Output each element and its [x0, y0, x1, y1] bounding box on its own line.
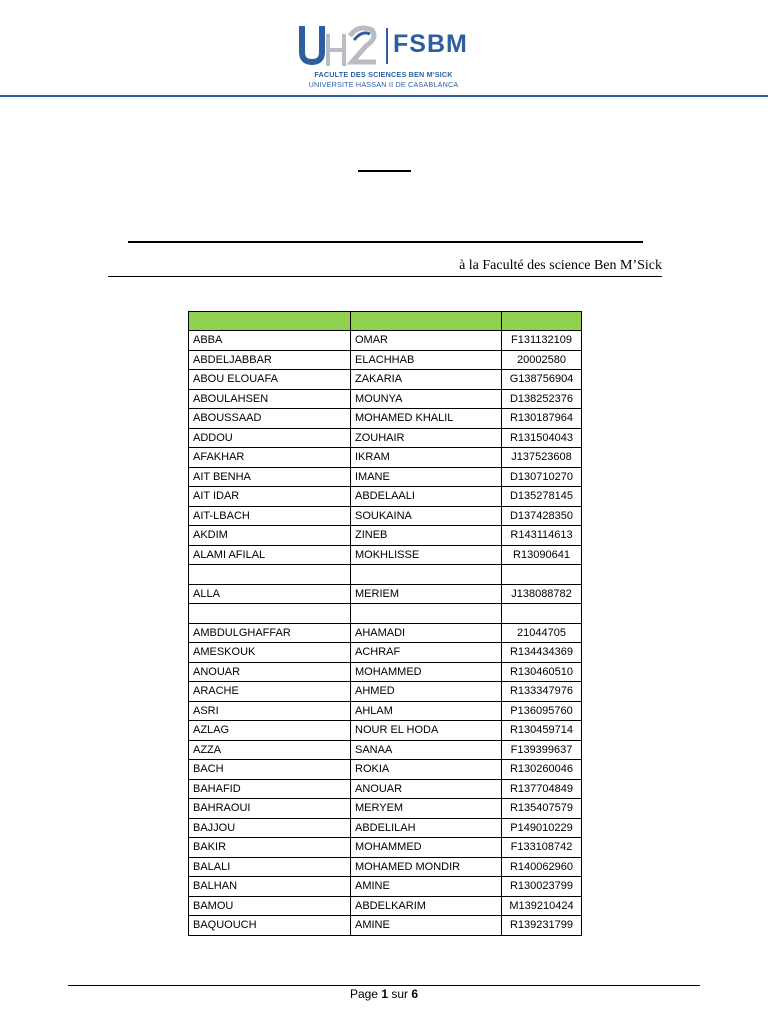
- cell-firstname: MOHAMED MONDIR: [351, 857, 502, 877]
- cell-lastname: AIT-LBACH: [189, 506, 351, 526]
- cell-lastname: AMBDULGHAFFAR: [189, 623, 351, 643]
- cell-lastname: BAQUOUCH: [189, 916, 351, 936]
- cell-lastname: BALALI: [189, 857, 351, 877]
- page-footer: [0, 987, 768, 1001]
- cell-firstname: SOUKAINA: [351, 506, 502, 526]
- cell-firstname: ANOUAR: [351, 779, 502, 799]
- cell-id: F133108742: [502, 838, 582, 858]
- table-row: [189, 467, 582, 487]
- cell-id: R139231799: [502, 916, 582, 936]
- total-pages: 6: [411, 987, 419, 1001]
- table-row: [189, 916, 582, 936]
- table-row: [189, 701, 582, 721]
- cell-firstname: ABDELAALI: [351, 487, 502, 507]
- cell-lastname: ASRI: [189, 701, 351, 721]
- students-table: [188, 311, 582, 936]
- cell-id: R13090641: [502, 545, 582, 565]
- table-row: [189, 331, 582, 351]
- table-row: [189, 740, 582, 760]
- cell-firstname: NOUR EL HODA: [351, 721, 502, 741]
- cell-id: D135278145: [502, 487, 582, 507]
- cell-lastname: ABOU ELOUAFA: [189, 370, 351, 390]
- cell-lastname: ARACHE: [189, 682, 351, 702]
- cell-firstname: OMAR: [351, 331, 502, 351]
- cell-firstname: IKRAM: [351, 448, 502, 468]
- cell-firstname: ROKIA: [351, 760, 502, 780]
- cell-lastname: BACH: [189, 760, 351, 780]
- cell-lastname: [189, 604, 351, 624]
- table-row: [189, 428, 582, 448]
- cell-lastname: ABDELJABBAR: [189, 350, 351, 370]
- table-row: [189, 584, 582, 604]
- subtitle-underline: [108, 276, 662, 277]
- cell-firstname: [351, 565, 502, 585]
- table-row: [189, 799, 582, 819]
- cell-lastname: AIT BENHA: [189, 467, 351, 487]
- cell-id: R130460510: [502, 662, 582, 682]
- table-row: [189, 877, 582, 897]
- table-row: [189, 545, 582, 565]
- cell-id: R130187964: [502, 409, 582, 429]
- cell-firstname: AMINE: [351, 877, 502, 897]
- cell-firstname: [351, 604, 502, 624]
- footer-divider: [68, 985, 700, 986]
- faculty-name: FACULTE DES SCIENCES BEN M'SICK: [314, 70, 453, 79]
- cell-id: D130710270: [502, 467, 582, 487]
- cell-id: G138756904: [502, 370, 582, 390]
- table-row: [189, 409, 582, 429]
- table-row: [189, 604, 582, 624]
- table-row: [189, 389, 582, 409]
- cell-firstname: MOKHLISSE: [351, 545, 502, 565]
- cell-lastname: ABOUSSAAD: [189, 409, 351, 429]
- heading-underline: [128, 241, 643, 243]
- university-logo: [296, 22, 476, 94]
- cell-id: J137523608: [502, 448, 582, 468]
- cell-lastname: AKDIM: [189, 526, 351, 546]
- cell-firstname: IMANE: [351, 467, 502, 487]
- cell-lastname: BAJJOU: [189, 818, 351, 838]
- cell-lastname: BAHRAOUI: [189, 799, 351, 819]
- cell-id: M139210424: [502, 896, 582, 916]
- cell-id: R131504043: [502, 428, 582, 448]
- cell-firstname: MOHAMMED: [351, 662, 502, 682]
- table-row: [189, 857, 582, 877]
- page-word: Page: [349, 987, 378, 1001]
- table-row: [189, 623, 582, 643]
- university-name: UNIVERSITE HASSAN II DE CASABLANCA: [308, 80, 459, 89]
- cell-lastname: BAMOU: [189, 896, 351, 916]
- document-subtitle: à la Faculté des science Ben M’Sick: [459, 258, 662, 273]
- cell-firstname: ELACHHAB: [351, 350, 502, 370]
- cell-lastname: ADDOU: [189, 428, 351, 448]
- table-row: [189, 350, 582, 370]
- cell-firstname: MOUNYA: [351, 389, 502, 409]
- table-row: [189, 370, 582, 390]
- cell-id: 21044705: [502, 623, 582, 643]
- table-row: [189, 896, 582, 916]
- cell-lastname: BAHAFID: [189, 779, 351, 799]
- column-header-firstname: [351, 312, 502, 331]
- cell-lastname: ABOULAHSEN: [189, 389, 351, 409]
- cell-id: P149010229: [502, 818, 582, 838]
- cell-id: R133347976: [502, 682, 582, 702]
- header-divider: [0, 95, 768, 97]
- table-row: [189, 662, 582, 682]
- cell-firstname: MERYEM: [351, 799, 502, 819]
- table-row: [189, 448, 582, 468]
- cell-firstname: MOHAMED KHALIL: [351, 409, 502, 429]
- cell-id: R140062960: [502, 857, 582, 877]
- cell-lastname: AIT IDAR: [189, 487, 351, 507]
- cell-lastname: AFAKHAR: [189, 448, 351, 468]
- cell-firstname: AHAMADI: [351, 623, 502, 643]
- cell-lastname: BAKIR: [189, 838, 351, 858]
- cell-lastname: ALLA: [189, 584, 351, 604]
- table-row: [189, 565, 582, 585]
- cell-lastname: AMESKOUK: [189, 643, 351, 663]
- cell-firstname: SANAA: [351, 740, 502, 760]
- table-row: [189, 818, 582, 838]
- cell-id: F131132109: [502, 331, 582, 351]
- table-row: [189, 721, 582, 741]
- cell-lastname: BALHAN: [189, 877, 351, 897]
- table-row: [189, 506, 582, 526]
- table-row: [189, 779, 582, 799]
- table-row: [189, 643, 582, 663]
- cell-firstname: AMINE: [351, 916, 502, 936]
- cell-lastname: ABBA: [189, 331, 351, 351]
- cell-id: D137428350: [502, 506, 582, 526]
- cell-id: R130023799: [502, 877, 582, 897]
- cell-id: D138252376: [502, 389, 582, 409]
- table-row: [189, 760, 582, 780]
- cell-id: R135407579: [502, 799, 582, 819]
- cell-firstname: MERIEM: [351, 584, 502, 604]
- table-row: [189, 487, 582, 507]
- cell-firstname: AHMED: [351, 682, 502, 702]
- cell-id: [502, 565, 582, 585]
- cell-id: R134434369: [502, 643, 582, 663]
- cell-id: [502, 604, 582, 624]
- cell-id: F139399637: [502, 740, 582, 760]
- cell-firstname: ZINEB: [351, 526, 502, 546]
- cell-id: R137704849: [502, 779, 582, 799]
- brand-name: FSBM: [393, 30, 468, 58]
- cell-id: P136095760: [502, 701, 582, 721]
- cell-id: J138088782: [502, 584, 582, 604]
- cell-lastname: AZZA: [189, 740, 351, 760]
- cell-lastname: ANOUAR: [189, 662, 351, 682]
- column-header-id: [502, 312, 582, 331]
- cell-firstname: ZOUHAIR: [351, 428, 502, 448]
- table-header-row: [189, 312, 582, 331]
- uh2c-logo-icon: [296, 22, 391, 68]
- of-word: sur: [391, 987, 409, 1001]
- cell-id: 20002580: [502, 350, 582, 370]
- cell-firstname: MOHAMMED: [351, 838, 502, 858]
- cell-firstname: ABDELKARIM: [351, 896, 502, 916]
- table-row: [189, 682, 582, 702]
- cell-lastname: AZLAG: [189, 721, 351, 741]
- cell-lastname: [189, 565, 351, 585]
- cell-firstname: ABDELILAH: [351, 818, 502, 838]
- title-underline: [358, 170, 411, 172]
- cell-firstname: AHLAM: [351, 701, 502, 721]
- cell-id: R130459714: [502, 721, 582, 741]
- cell-firstname: ZAKARIA: [351, 370, 502, 390]
- table-row: [189, 838, 582, 858]
- cell-id: R143114613: [502, 526, 582, 546]
- cell-id: R130260046: [502, 760, 582, 780]
- cell-firstname: ACHRAF: [351, 643, 502, 663]
- column-header-lastname: [189, 312, 351, 331]
- page-number: 1: [381, 987, 388, 1001]
- cell-lastname: ALAMI AFILAL: [189, 545, 351, 565]
- table-row: [189, 526, 582, 546]
